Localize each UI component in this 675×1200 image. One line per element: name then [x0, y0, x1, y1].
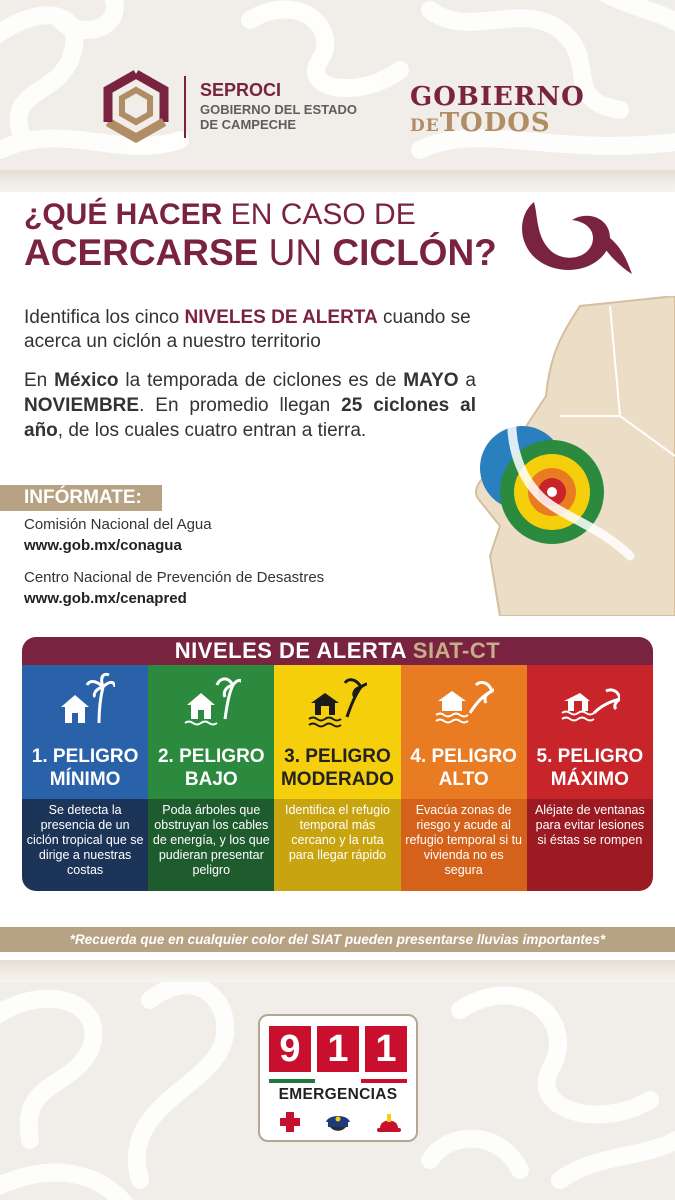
season-part: , de los cuales cuatro entran a tierra. — [57, 420, 367, 441]
alert-level-label-line1: 3. PELIGRO — [284, 746, 391, 767]
org-name: SEPROCI — [200, 80, 282, 100]
header-divider-band — [0, 170, 675, 192]
emergency-digit: 9 — [269, 1026, 311, 1072]
alert-level-header — [22, 665, 148, 799]
alert-level-description: Aléjate de ventanas para evitar lesiones si éstas se rompen — [527, 799, 653, 891]
alert-level-header — [401, 665, 527, 799]
alert-level-label-line2: ALTO — [438, 769, 489, 790]
org-subtitle — [200, 102, 380, 132]
season-emphasis: MAYO — [403, 370, 459, 391]
season-part: . En promedio llegan — [139, 395, 342, 416]
emergency-label: EMERGENCIAS — [278, 1086, 398, 1103]
alert-level-label — [274, 745, 400, 791]
alert-level-label-line2: MÍNIMO — [49, 769, 121, 790]
house-palm-icon — [55, 671, 115, 731]
cyclone-icon — [514, 198, 634, 278]
emergency-icons — [260, 1110, 416, 1134]
intro-text — [24, 306, 494, 354]
alert-level-label-line2: BAJO — [184, 769, 238, 790]
alert-level-label — [148, 745, 274, 791]
alert-level-1 — [22, 665, 148, 891]
page-title-line2 — [24, 232, 497, 274]
alert-level-label — [22, 745, 148, 791]
org-subtitle-line1: GOBIERNO DEL ESTADO — [200, 102, 357, 117]
title-emphasis: CICLÓN? — [332, 232, 497, 273]
alert-level-description: Poda árboles que obstruyan los cables de energía, y los que pudieran presentar peligro — [148, 799, 274, 891]
season-emphasis: NOVIEMBRE — [24, 395, 140, 416]
emergency-911-card[interactable] — [258, 1014, 418, 1142]
alert-level-label — [401, 745, 527, 791]
page-title-line1 — [24, 198, 416, 232]
gov-logo-line2 — [410, 108, 551, 138]
flag-stripe — [269, 1079, 407, 1083]
house-palm-icon — [560, 671, 620, 731]
alert-level-3 — [274, 665, 400, 891]
seproci-logo-icon — [98, 68, 174, 144]
link-conagua[interactable]: www.gob.mx/conagua — [24, 537, 182, 554]
emergency-digit: 1 — [365, 1026, 407, 1072]
title-emphasis: ¿QUÉ HACER — [24, 198, 223, 231]
alert-level-description: Se detecta la presencia de un ciclón tropical que se dirige a nuestras costas — [22, 799, 148, 891]
alert-level-description: Evacúa zonas de riesgo y acude al refugio temporal si tu vivienda no es segura — [401, 799, 527, 891]
season-text — [24, 368, 476, 443]
info-org-cenapred: Centro Nacional de Prevención de Desastres — [24, 569, 325, 586]
season-part: la temporada de ciclones es de — [118, 370, 404, 391]
alert-level-description: Identifica el refugio temporal más cercano y la ruta para llegar rápido — [274, 799, 400, 891]
footer-divider-band — [0, 960, 675, 982]
intro-part: cuando se acerca un ciclón a nuestro territorio — [24, 307, 471, 352]
alert-level-label — [527, 745, 653, 791]
emergency-digit: 1 — [317, 1026, 359, 1072]
alert-level-5 — [527, 665, 653, 891]
house-palm-icon — [307, 671, 367, 731]
title-emphasis: ACERCARSE — [24, 232, 259, 273]
alert-levels-table — [22, 637, 653, 891]
red-cross-icon — [278, 1110, 302, 1134]
police-cap-icon — [324, 1110, 352, 1134]
house-palm-icon — [181, 671, 241, 731]
alert-level-label-line1: 1. PELIGRO — [31, 746, 139, 767]
gov-logo-line1: GOBIERNO — [410, 82, 585, 112]
title-text: UN — [258, 232, 333, 273]
link-cenapred[interactable]: www.gob.mx/cenapred — [24, 590, 187, 607]
gov-logo-todos: TODOS — [439, 108, 551, 138]
season-part: a — [458, 370, 476, 391]
alert-level-label-line2: MÁXIMO — [550, 769, 629, 790]
header — [0, 62, 675, 152]
alert-level-label-line1: 4. PELIGRO — [410, 746, 517, 767]
gov-logo-de: DE — [410, 116, 440, 136]
intro-emphasis: NIVELES DE ALERTA — [184, 307, 378, 328]
alert-level-label-line1: 5. PELIGRO — [536, 746, 644, 767]
alert-levels-columns — [22, 665, 653, 891]
season-emphasis: 25 ciclones al año — [24, 395, 476, 441]
season-emphasis: México — [54, 370, 119, 391]
title-text: EN CASO DE — [222, 198, 416, 231]
header-separator — [184, 76, 186, 138]
alert-level-header — [527, 665, 653, 799]
house-palm-icon — [434, 671, 494, 731]
alert-levels-heading-text: NIVELES DE ALERTA — [174, 638, 413, 663]
alert-levels-heading — [22, 637, 653, 665]
info-heading: INFÓRMATE: — [0, 485, 162, 511]
fire-helmet-icon — [376, 1110, 402, 1134]
intro-part: Identifica los cinco — [24, 307, 185, 328]
alert-levels-heading-accent: SIAT-CT — [412, 638, 501, 663]
org-subtitle-line2: DE CAMPECHE — [200, 117, 297, 132]
alert-level-label-line2: MODERADO — [280, 769, 394, 790]
alert-level-header — [274, 665, 400, 799]
season-part: En — [24, 370, 55, 391]
info-org-conagua: Comisión Nacional del Agua — [24, 516, 212, 533]
alert-level-2 — [148, 665, 274, 891]
rain-note: *Recuerda que en cualquier color del SIAT pueden presentarse lluvias importantes* — [0, 927, 675, 952]
alert-level-4 — [401, 665, 527, 891]
alert-level-header — [148, 665, 274, 799]
alert-level-label-line1: 2. PELIGRO — [157, 746, 265, 767]
